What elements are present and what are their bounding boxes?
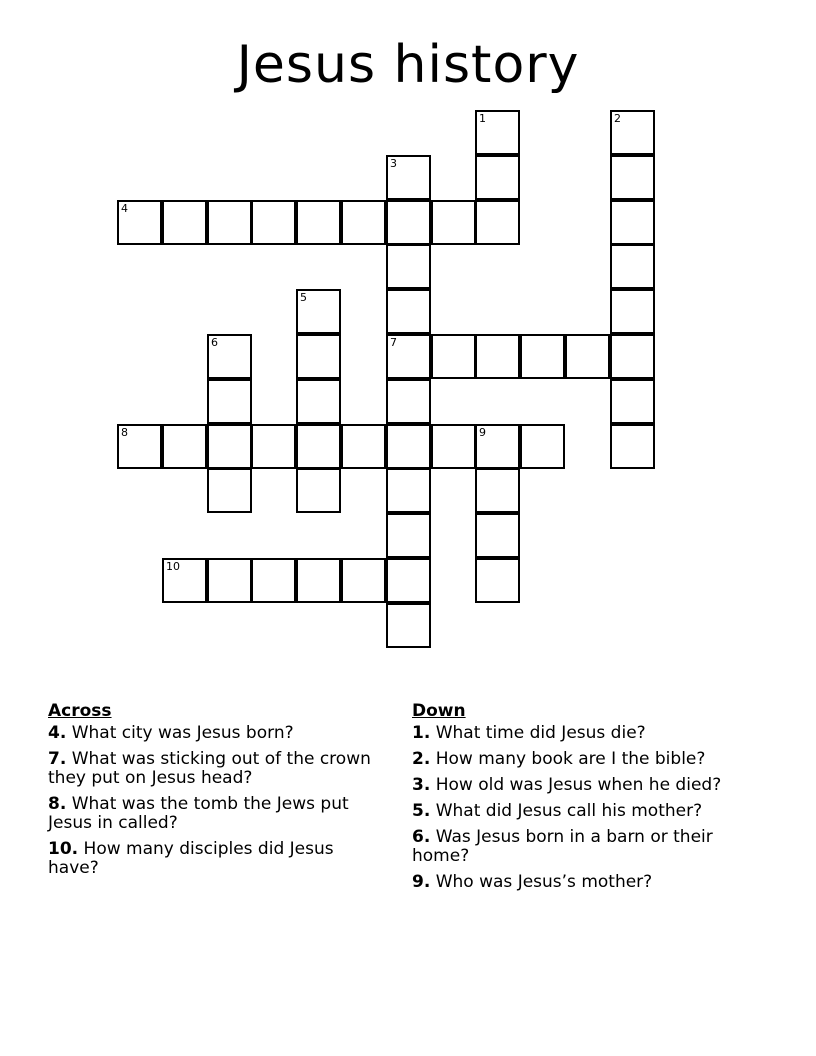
grid-cell[interactable] xyxy=(207,468,252,513)
grid-cell[interactable] xyxy=(162,558,207,603)
clue-text: How many book are I the bible? xyxy=(435,749,706,769)
cell-number: 2 xyxy=(614,112,621,125)
grid-cell[interactable] xyxy=(610,110,655,155)
cell-number: 6 xyxy=(211,336,218,349)
cell-number: 8 xyxy=(121,426,128,439)
clue-number: 3 xyxy=(412,775,424,795)
grid-cell[interactable] xyxy=(520,334,565,379)
clue-down-1: 1. What time did Jesus die? xyxy=(412,723,646,743)
grid-cell[interactable] xyxy=(296,558,341,603)
clue-text: Was Jesus born in a barn or their home? xyxy=(412,827,713,866)
clue-text: Who was Jesus’s mother? xyxy=(435,872,653,892)
clue-number: 5 xyxy=(412,801,424,821)
grid-cell[interactable] xyxy=(386,379,431,424)
grid-cell[interactable] xyxy=(386,603,431,648)
grid-cell[interactable] xyxy=(610,155,655,200)
clue-text: What did Jesus call his mother? xyxy=(435,801,703,821)
clue-down-2: 2. How many book are I the bible? xyxy=(412,749,706,769)
grid-cell[interactable] xyxy=(386,513,431,558)
grid-cell[interactable] xyxy=(251,200,296,245)
grid-cell[interactable] xyxy=(475,513,520,558)
cell-number: 7 xyxy=(390,336,397,349)
grid-cell[interactable] xyxy=(207,424,252,469)
clue-down-6: 6. Was Jesus born in a barn or their home? xyxy=(412,827,713,866)
grid-cell[interactable] xyxy=(207,558,252,603)
grid-cell[interactable] xyxy=(431,334,476,379)
clue-text: What city was Jesus born? xyxy=(71,723,294,743)
grid-cell[interactable] xyxy=(610,379,655,424)
clue-text: What time did Jesus die? xyxy=(435,723,646,743)
grid-cell[interactable] xyxy=(610,244,655,289)
clue-across-7: 7. What was sticking out of the crown they put on Jesus head? xyxy=(48,749,371,788)
clue-down-9: 9. Who was Jesus’s mother? xyxy=(412,872,653,892)
grid-cell[interactable] xyxy=(610,289,655,334)
grid-cell[interactable] xyxy=(475,558,520,603)
grid-cell[interactable] xyxy=(251,424,296,469)
grid-cell[interactable] xyxy=(207,200,252,245)
grid-cell[interactable] xyxy=(162,424,207,469)
grid-cell[interactable] xyxy=(475,200,520,245)
clue-number: 8 xyxy=(48,794,60,814)
grid-cell[interactable] xyxy=(565,334,610,379)
cell-number: 4 xyxy=(121,202,128,215)
grid-cell[interactable] xyxy=(296,334,341,379)
grid-cell[interactable] xyxy=(610,424,655,469)
across-clues xyxy=(48,702,388,885)
grid-cell[interactable] xyxy=(475,155,520,200)
clue-down-3: 3. How old was Jesus when he died? xyxy=(412,775,722,795)
clue-number: 9 xyxy=(412,872,424,892)
grid-cell[interactable] xyxy=(341,424,386,469)
grid-cell[interactable] xyxy=(386,424,431,469)
grid-cell[interactable] xyxy=(475,334,520,379)
page-title: Jesus history xyxy=(236,35,580,95)
grid-cell[interactable] xyxy=(475,468,520,513)
cell-number: 5 xyxy=(300,291,307,304)
clue-across-4: 4. What city was Jesus born? xyxy=(48,723,294,743)
grid-cell[interactable] xyxy=(207,334,252,379)
grid-cell[interactable] xyxy=(386,200,431,245)
clue-across-8: 8. What was the tomb the Jews put Jesus in called? xyxy=(48,794,349,833)
grid-cell[interactable] xyxy=(431,424,476,469)
grid-cell[interactable] xyxy=(386,244,431,289)
clue-across-10: 10. How many disciples did Jesus have? xyxy=(48,839,334,878)
grid-cell[interactable] xyxy=(386,155,431,200)
grid-cell[interactable] xyxy=(296,289,341,334)
cell-number: 9 xyxy=(479,426,486,439)
grid-cell[interactable] xyxy=(251,558,296,603)
clue-text: What was sticking out of the crown they put on Jesus head? xyxy=(48,749,371,788)
clue-number: 1 xyxy=(412,723,424,743)
clue-number: 4 xyxy=(48,723,60,743)
grid-cell[interactable] xyxy=(117,424,162,469)
grid-cell[interactable] xyxy=(296,379,341,424)
grid-cell[interactable] xyxy=(296,468,341,513)
grid-cell[interactable] xyxy=(341,200,386,245)
grid-cell[interactable] xyxy=(475,424,520,469)
down-clues xyxy=(412,702,752,899)
clue-text: What was the tomb the Jews put Jesus in called? xyxy=(48,794,349,833)
grid-cell[interactable] xyxy=(207,379,252,424)
grid-cell[interactable] xyxy=(386,558,431,603)
clue-number: 7 xyxy=(48,749,60,769)
across-heading: Across xyxy=(48,701,112,721)
grid-cell[interactable] xyxy=(117,200,162,245)
clue-number: 6 xyxy=(412,827,424,847)
cell-number: 3 xyxy=(390,157,397,170)
clue-number: 2 xyxy=(412,749,424,769)
clue-text: How many disciples did Jesus have? xyxy=(48,839,334,878)
grid-cell[interactable] xyxy=(386,468,431,513)
grid-cell[interactable] xyxy=(520,424,565,469)
grid-cell[interactable] xyxy=(296,200,341,245)
clue-number: 10 xyxy=(48,839,72,859)
down-heading: Down xyxy=(412,701,466,721)
cell-number: 10 xyxy=(166,560,180,573)
grid-cell[interactable] xyxy=(341,558,386,603)
grid-cell[interactable] xyxy=(475,110,520,155)
grid-cell[interactable] xyxy=(610,200,655,245)
grid-cell[interactable] xyxy=(162,200,207,245)
grid-cell[interactable] xyxy=(296,424,341,469)
grid-cell[interactable] xyxy=(386,289,431,334)
grid-cell[interactable] xyxy=(431,200,476,245)
grid-cell[interactable] xyxy=(386,334,431,379)
cell-number: 1 xyxy=(479,112,486,125)
clue-text: How old was Jesus when he died? xyxy=(435,775,722,795)
grid-cell[interactable] xyxy=(610,334,655,379)
clue-down-5: 5. What did Jesus call his mother? xyxy=(412,801,703,821)
